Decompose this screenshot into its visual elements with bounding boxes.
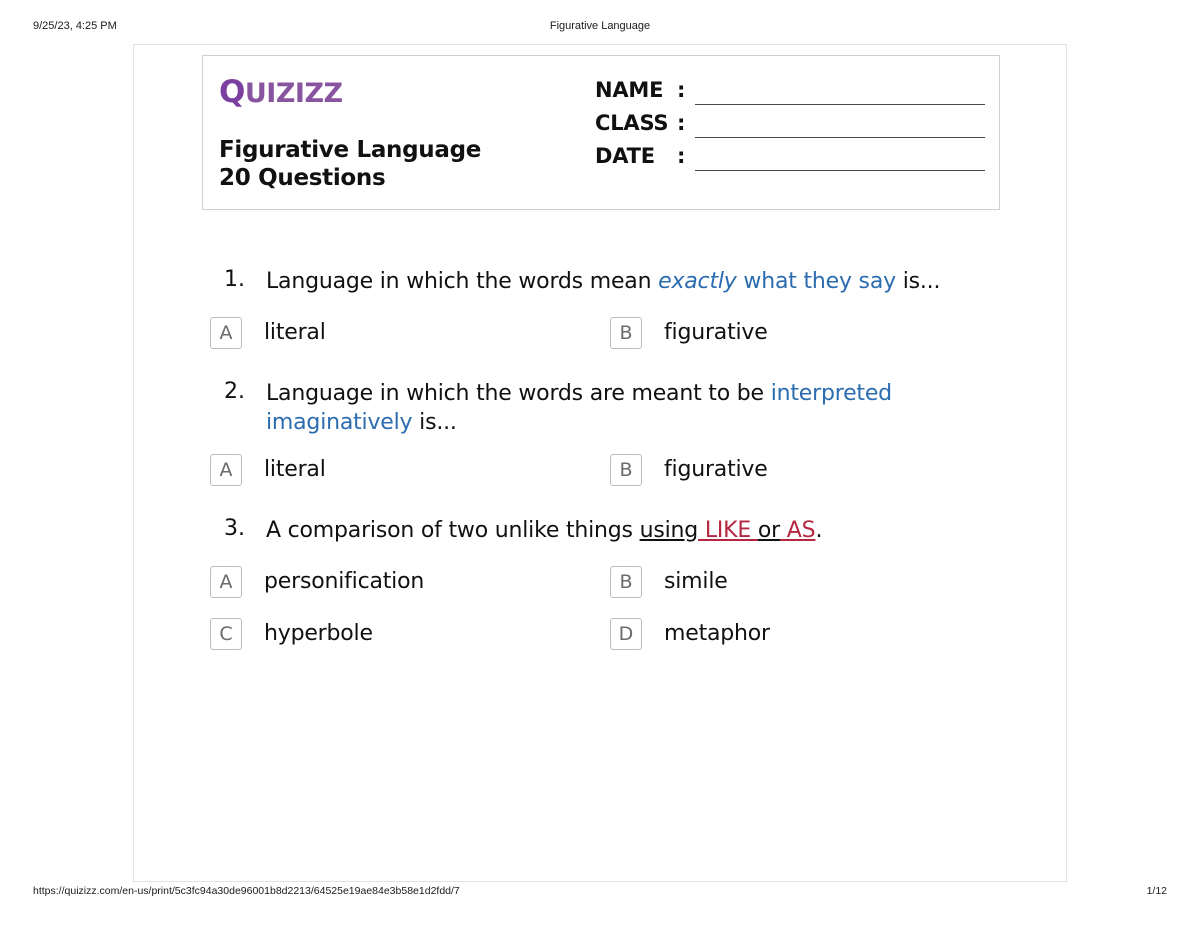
question-line bbox=[202, 516, 1012, 550]
answer-option-key: A bbox=[210, 566, 242, 598]
answer-option-label: hyperbole bbox=[264, 620, 373, 646]
question-text bbox=[266, 381, 892, 435]
question-line bbox=[202, 379, 1012, 438]
date-write-line[interactable] bbox=[695, 170, 985, 171]
answer-option-row bbox=[202, 317, 1012, 369]
answer-option-label: literal bbox=[264, 456, 326, 482]
answer-option-label: metaphor bbox=[664, 620, 770, 646]
question-text-part: Language in which the words mean bbox=[266, 269, 659, 294]
question-block bbox=[202, 379, 1012, 506]
field-row-date bbox=[595, 144, 985, 177]
print-timestamp: 9/25/23, 4:25 PM bbox=[33, 20, 117, 32]
question-block bbox=[202, 516, 1012, 670]
answer-option-a[interactable] bbox=[210, 566, 424, 598]
question-text-part: . bbox=[815, 517, 823, 543]
class-write-line[interactable] bbox=[695, 137, 985, 138]
question-text-part: or bbox=[757, 517, 781, 543]
printed-page-sheet bbox=[133, 44, 1067, 882]
answer-option-label: literal bbox=[264, 320, 326, 345]
answer-option-key: C bbox=[210, 618, 242, 650]
answer-option-label: figurative bbox=[664, 456, 768, 482]
answer-option-label: figurative bbox=[664, 320, 768, 345]
name-colon: : bbox=[677, 78, 686, 102]
question-text-part: Language in which the words are meant to be bbox=[266, 381, 771, 406]
answer-option-d[interactable] bbox=[610, 618, 770, 650]
answer-option-key: A bbox=[210, 317, 242, 349]
question-text-part: what they say bbox=[736, 269, 896, 294]
question-text-part: A comparison of two unlike things bbox=[266, 517, 640, 543]
quiz-question-count: 20 Questions bbox=[219, 165, 386, 191]
print-header bbox=[0, 20, 1200, 34]
date-colon: : bbox=[677, 144, 686, 168]
answer-option-key: B bbox=[610, 317, 642, 349]
question-number: 3. bbox=[224, 515, 245, 541]
date-label: DATE bbox=[595, 144, 655, 168]
answer-option-label: simile bbox=[664, 568, 728, 594]
class-colon: : bbox=[677, 111, 686, 135]
question-block bbox=[202, 267, 1012, 369]
answer-option-label: personification bbox=[264, 568, 425, 594]
name-label: NAME bbox=[595, 78, 664, 102]
print-page-number: 1/12 bbox=[1146, 885, 1167, 897]
question-text-part: using bbox=[639, 517, 699, 543]
answer-options bbox=[202, 566, 1012, 670]
answer-option-key: A bbox=[210, 454, 242, 486]
answer-option-a[interactable] bbox=[210, 454, 326, 486]
answer-option-b[interactable] bbox=[610, 454, 768, 486]
answer-option-key: B bbox=[610, 566, 642, 598]
answer-option-c[interactable] bbox=[210, 618, 373, 650]
field-row-name bbox=[595, 78, 985, 111]
answer-option-row bbox=[202, 454, 1012, 506]
question-text-part: interpreted imaginatively bbox=[266, 381, 892, 436]
question-text-part: is... bbox=[412, 410, 457, 436]
answer-options bbox=[202, 317, 1012, 369]
answer-option-b[interactable] bbox=[610, 317, 768, 349]
print-footer bbox=[0, 885, 1200, 899]
question-text-part: AS bbox=[780, 517, 816, 543]
field-row-class bbox=[595, 111, 985, 144]
question-text-part: is... bbox=[895, 269, 941, 294]
question-text-part: exactly bbox=[658, 269, 737, 294]
quizizz-logo bbox=[219, 74, 343, 110]
answer-option-row bbox=[202, 566, 1012, 618]
quiz-header-box bbox=[202, 55, 1000, 210]
print-url: https://quizizz.com/en-us/print/5c3fc94a30de96001b8d2213/64525e19ae84e3b58e1d2fdd/7 bbox=[33, 885, 460, 897]
question-text-part: LIKE bbox=[698, 517, 758, 543]
question-text bbox=[266, 518, 822, 543]
questions-list bbox=[202, 267, 1012, 680]
quizizz-logo-q: Q bbox=[219, 74, 245, 110]
answer-option-key: B bbox=[610, 454, 642, 486]
question-number: 2. bbox=[224, 379, 245, 404]
answer-options bbox=[202, 454, 1012, 506]
student-fields bbox=[595, 78, 985, 177]
name-write-line[interactable] bbox=[695, 104, 985, 105]
question-text bbox=[266, 269, 940, 294]
class-label: CLASS bbox=[595, 111, 669, 135]
answer-option-key: D bbox=[610, 618, 642, 650]
question-line bbox=[202, 267, 1012, 301]
answer-option-row bbox=[202, 618, 1012, 670]
answer-option-b[interactable] bbox=[610, 566, 728, 598]
question-number: 1. bbox=[224, 267, 245, 292]
quiz-title: Figurative Language bbox=[219, 137, 482, 163]
answer-option-a[interactable] bbox=[210, 317, 326, 349]
print-doc-title: Figurative Language bbox=[549, 20, 651, 32]
quizizz-logo-rest: UIZIZZ bbox=[244, 78, 343, 109]
